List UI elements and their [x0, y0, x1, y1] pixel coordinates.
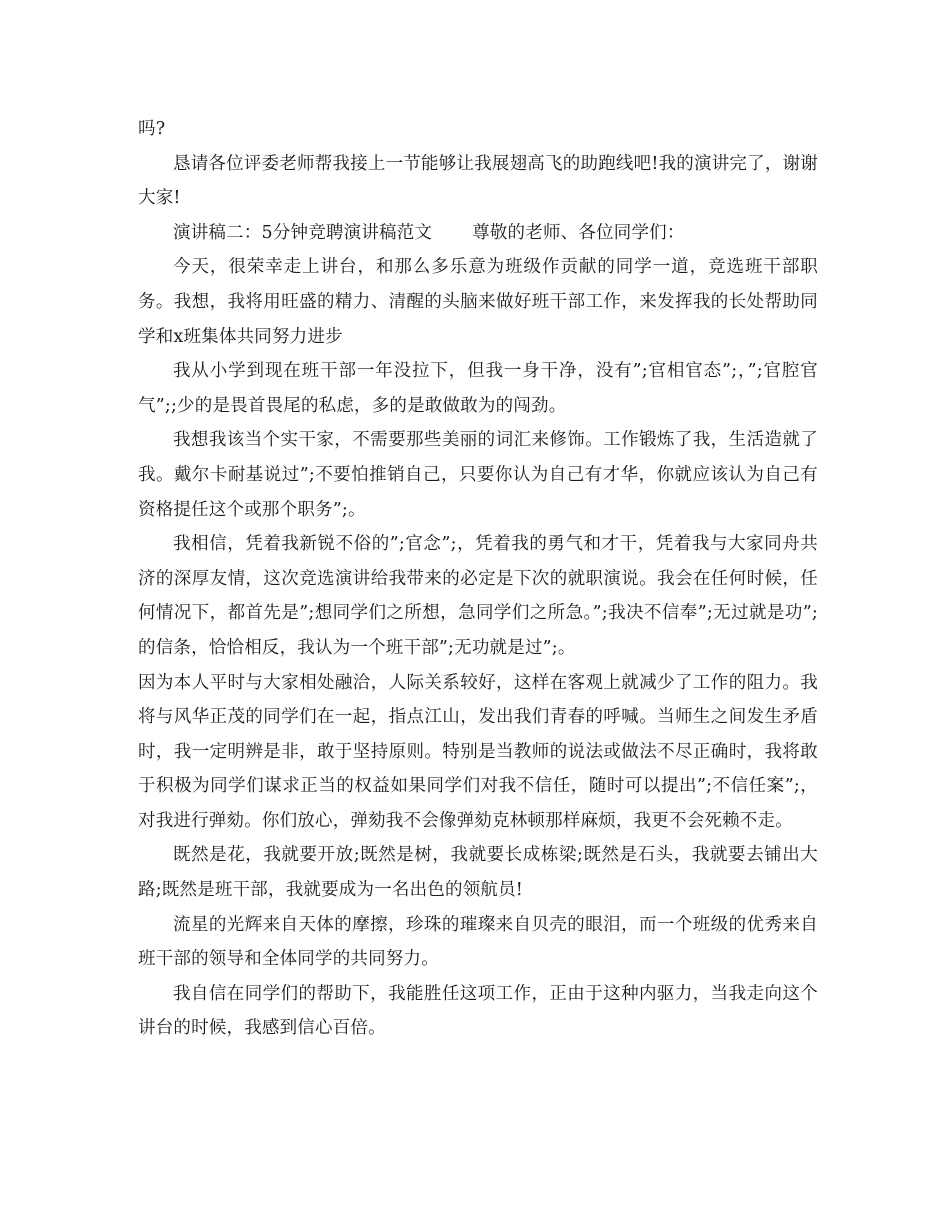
paragraph: 吗? [138, 119, 166, 139]
paragraph: 我自信在同学们的帮助下，我能胜任这项工作，正由于这种内驱力，当我走向这个讲台的时候，我感到信心百倍。 [138, 983, 818, 1039]
paragraph: 我相信，凭着我新锐不俗的”;官念”;，凭着我的勇气和才干，凭着我与大家同舟共济的深厚友情，这次竞选演讲给我带来的必定是下次的就职演说。我会在任何时候，任何情况下，都首先是”;想同学们之所想，急同学们之所急。”;我决不信奉”;无过就是功”;的信条，恰恰相反，我认为一个班干部”;无功就是过”;。 [138, 534, 818, 658]
paragraph: 我想我该当个实干家，不需要那些美丽的词汇来修饰。工作锻炼了我，生活造就了我。戴尔卡耐基说过”;不要怕推销自己，只要你认为自己有才华，你就应该认为自己有资格提任这个或那个职务”;。 [138, 430, 818, 520]
salutation: 尊敬的老师、各位同学们： [472, 222, 685, 243]
paragraph: 恳请各位评委老师帮我接上一节能够让我展翅高飞的助跑线吧!我的演讲完了，谢谢大家! [138, 153, 818, 209]
paragraph: 既然是花，我就要开放;既然是树，我就要长成栋梁;既然是石头，我就要去铺出大路;既然是班干部，我就要成为一名出色的领航员! [138, 845, 818, 901]
paragraph-section-heading [138, 216, 818, 251]
paragraph: 我从小学到现在班干部一年没拉下，但我一身干净，没有”;官相官态”;，”;官腔官气”;;少的是畏首畏尾的私虑，多的是敢做敢为的闯劲。 [138, 361, 818, 416]
document-body [138, 112, 818, 1046]
paragraph: 因为本人平时与大家相处融洽，人际关系较好，这样在客观上就减少了工作的阻力。我将与风华正茂的同学们在一起，指点江山，发出我们青春的呼喊。当师生之间发生矛盾时，我一定明辨是非，敢于坚持原则。特别是当教师的说法或做法不尽正确时，我将敢于积极为同学们谋求正当的权益如果同学们对我不信任，随时可以提出”;不信任案”;，对我进行弹劾。你们放心，弹劾我不会像弹劾克林顿那样麻烦，我更不会死赖不走。 [138, 672, 818, 831]
paragraph: 今天，很荣幸走上讲台，和那么多乐意为班级作贡献的同学一道，竞选班干部职务。我想，我将用旺盛的精力、清醒的头脑来做好班干部工作，来发挥我的长处帮助同学和x班集体共同努力进步 [138, 257, 818, 347]
section-heading: 演讲稿二：5分钟竞聘演讲稿范文 [173, 222, 433, 243]
paragraph: 流星的光辉来自天体的摩擦，珍珠的璀璨来自贝壳的眼泪，而一个班级的优秀来自班干部的领导和全体同学的共同努力。 [138, 914, 818, 970]
